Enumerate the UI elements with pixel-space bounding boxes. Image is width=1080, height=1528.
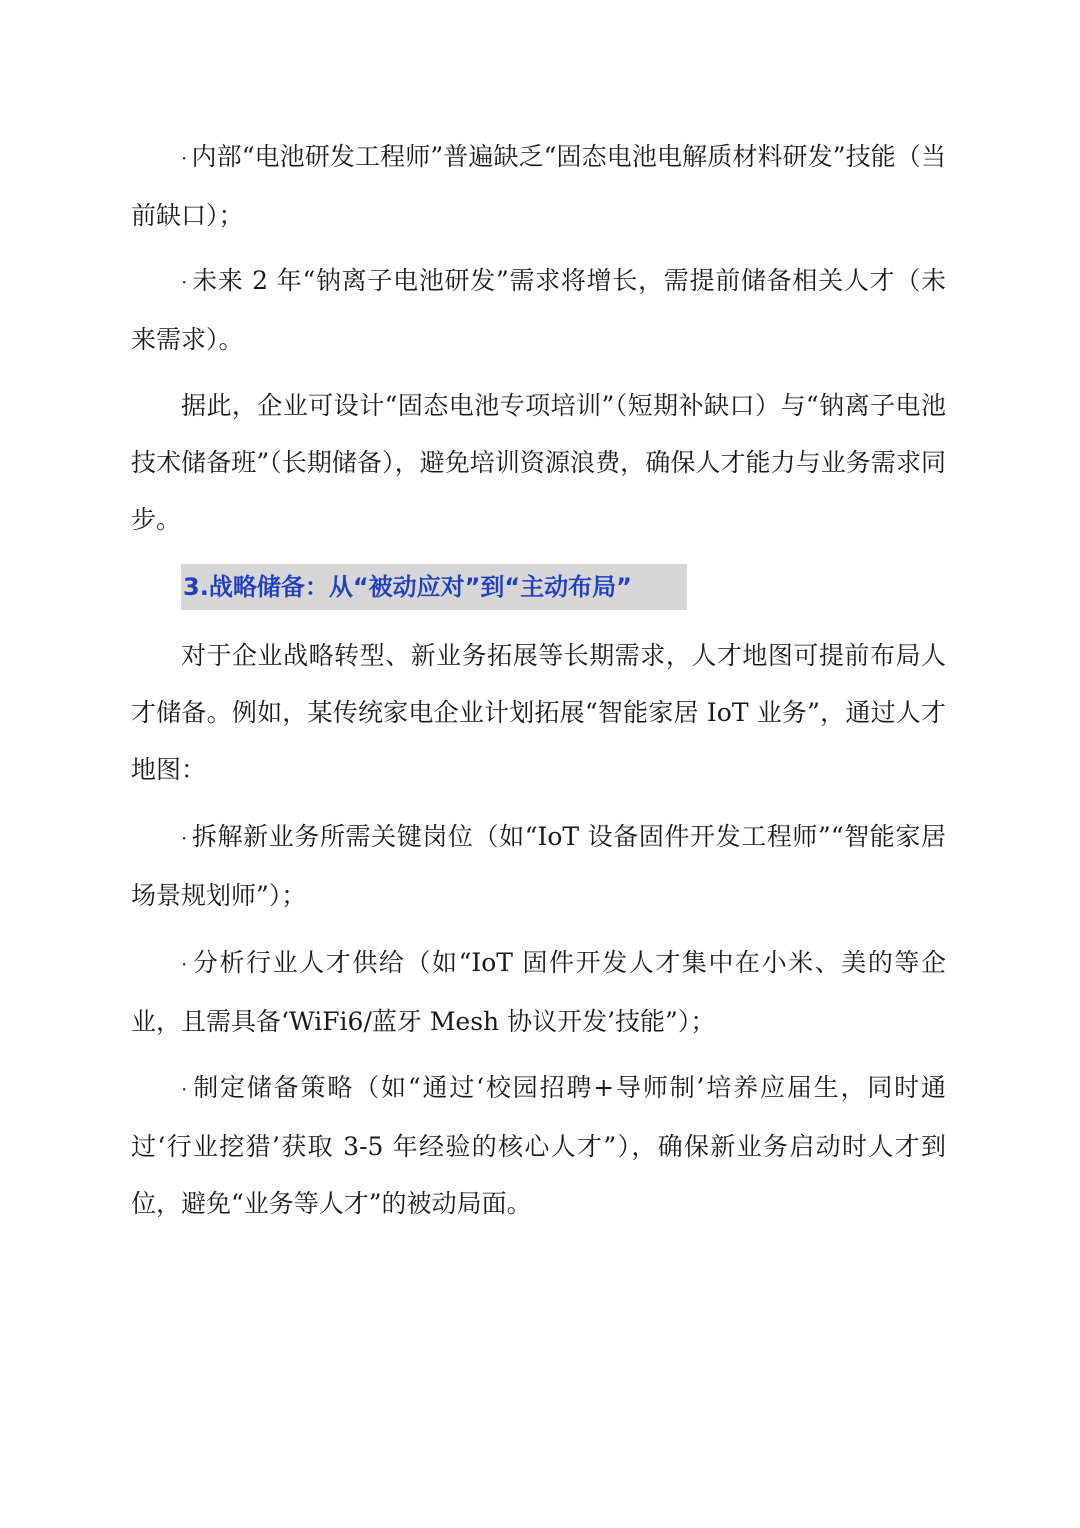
- paragraph-text: 制定储备策略（如“通过‘校园招聘+导师制’培养应届生，同时通过‘行业挖猎’获取 3-5 年经验的核心人才”），确保新业务启动时人才到位，避免“业务等人才”的被动局面。: [131, 1073, 946, 1218]
- bullet-dot-icon: ·: [181, 146, 188, 170]
- section-heading: 3.战略储备：从“被动应对”到“主动布局”: [183, 573, 632, 601]
- bullet-paragraph-key-positions: [131, 808, 946, 924]
- section-heading-highlight: [181, 564, 687, 610]
- paragraph-text: 分析行业人才供给（如“IoT 固件开发人才集中在小米、美的等企业，且需具备‘WiFi6/蓝牙 Mesh 协议开发’技能”）；: [131, 948, 946, 1036]
- paragraph-text: 拆解新业务所需关键岗位（如“IoT 设备固件开发工程师”“智能家居场景规划师”）；: [131, 822, 946, 910]
- bullet-paragraph-skill-gap: [131, 128, 946, 244]
- paragraph-training-design: [131, 377, 946, 548]
- bullet-dot-icon: ·: [181, 952, 188, 976]
- paragraph-text: 对于企业战略转型、新业务拓展等长期需求，人才地图可提前布局人才储备。例如，某传统家电企业计划拓展“智能家居 IoT 业务”，通过人才地图：: [131, 641, 946, 784]
- paragraph-text: 据此，企业可设计“固态电池专项培训”（短期补缺口）与“钠离子电池技术储备班”（长期储备），避免培训资源浪费，确保人才能力与业务需求同步。: [131, 391, 946, 534]
- bullet-paragraph-talent-supply: [131, 934, 946, 1050]
- bullet-dot-icon: ·: [181, 1077, 188, 1101]
- bullet-paragraph-future-demand: [131, 252, 946, 368]
- paragraph-strategic-reserve: [131, 627, 946, 798]
- bullet-dot-icon: ·: [181, 270, 188, 294]
- paragraph-text: 内部“电池研发工程师”普遍缺乏“固态电池电解质材料研发”技能（当前缺口）；: [131, 142, 946, 230]
- bullet-paragraph-reserve-strategy: [131, 1059, 946, 1232]
- bullet-dot-icon: ·: [181, 826, 188, 850]
- paragraph-text: 未来 2 年“钠离子电池研发”需求将增长，需提前储备相关人才（未来需求）。: [131, 266, 946, 354]
